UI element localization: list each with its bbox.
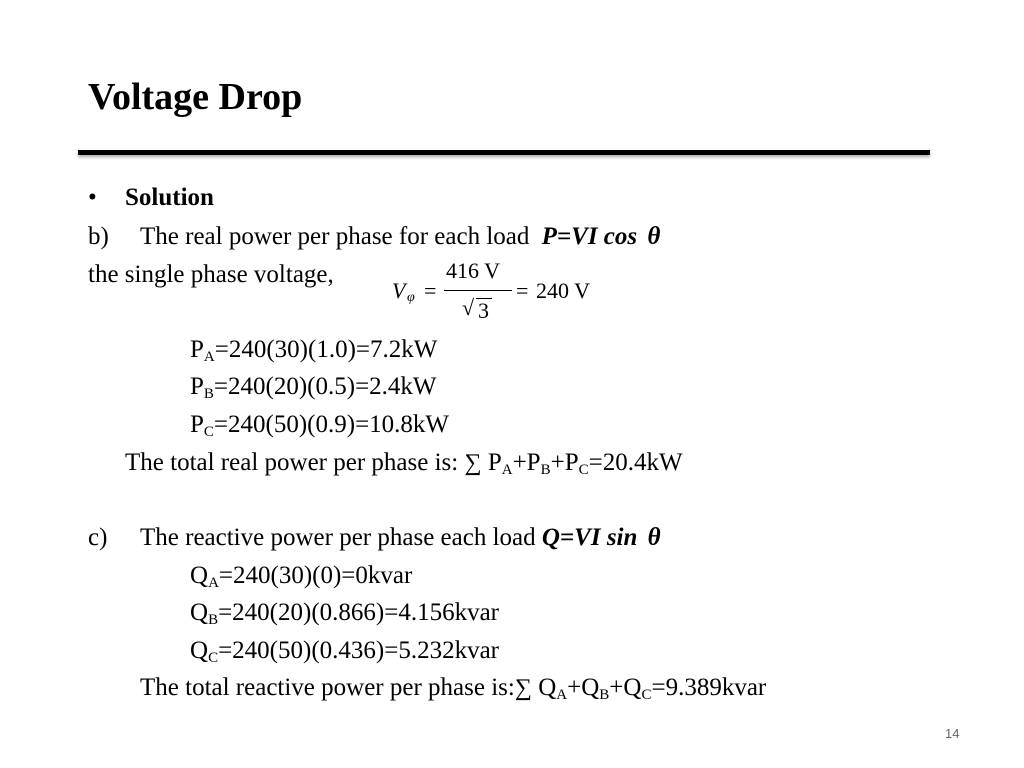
subscript: A (556, 687, 568, 703)
expression: =240(30)(1.0)=7.2kW (214, 336, 438, 363)
expression: =240(50)(0.436)=5.232kvar (218, 637, 499, 664)
phi-subscript: φ (407, 290, 415, 305)
phase-voltage-result: 240 V (536, 278, 590, 303)
subscript: B (599, 687, 610, 703)
numerator: 416 V (446, 258, 500, 283)
sigma-icon: ∑ (464, 450, 482, 476)
real-power-eq-b (190, 372, 437, 402)
title-divider (78, 150, 930, 155)
sqrt-icon: √ (462, 295, 475, 320)
phase-voltage-equation (390, 258, 610, 328)
total-reactive-power (140, 673, 766, 703)
expression: =240(20)(0.866)=4.156kvar (218, 599, 499, 626)
part-c-line (140, 523, 661, 553)
plus: + (512, 449, 527, 476)
symbol-p: P (190, 411, 204, 438)
real-power-formula: P=VI cos (541, 223, 638, 250)
subscript: B (203, 386, 214, 402)
total-real-power (125, 448, 683, 478)
bullet-icon: • (88, 184, 97, 211)
total-real-text: The total real power per phase is: (125, 449, 459, 476)
symbol-p: P (190, 336, 204, 363)
reactive-power-eq-c (190, 636, 499, 666)
real-power-eq-a (190, 335, 437, 365)
page-number: 14 (945, 726, 960, 741)
part-c-label: c) (88, 524, 108, 551)
subscript: A (208, 575, 219, 591)
fraction-bar (444, 290, 512, 291)
expression: =240(30)(0)=0kvar (218, 562, 413, 589)
theta-symbol: θ (647, 223, 661, 250)
reactive-power-eq-b (190, 598, 499, 628)
plus: + (609, 674, 624, 701)
subscript: C (208, 650, 219, 666)
total-reactive-result: =9.389kvar (651, 674, 767, 701)
subscript: A (501, 462, 513, 478)
part-b-label: b) (88, 223, 109, 250)
total-reactive-text: The total reactive power per phase is: (140, 674, 515, 701)
denominator: 3 (478, 298, 489, 323)
part-b-text: The real power per phase for each load (140, 223, 530, 250)
reactive-power-eq-a (190, 561, 412, 591)
symbol-q: Q (623, 674, 642, 701)
slide-title: Voltage Drop (88, 76, 303, 118)
subscript: C (203, 424, 214, 440)
symbol-q: Q (190, 599, 209, 626)
subscript: C (641, 687, 652, 703)
total-real-result: =20.4kW (588, 449, 683, 476)
real-power-eq-c (190, 410, 449, 440)
expression: =240(50)(0.9)=10.8kW (213, 411, 450, 438)
v-symbol: V (392, 278, 406, 303)
solution-heading: Solution (125, 184, 214, 211)
symbol-q: Q (190, 637, 209, 664)
part-b-line (140, 222, 660, 252)
expression: =240(20)(0.5)=2.4kW (213, 373, 437, 400)
symbol-p: P (564, 449, 579, 476)
symbol-q: Q (190, 562, 209, 589)
plus: + (567, 674, 582, 701)
sigma-icon: ∑ (514, 675, 532, 701)
plus: + (550, 449, 565, 476)
subscript: B (208, 612, 219, 628)
symbol-p: P (487, 449, 502, 476)
symbol-p: P (190, 373, 204, 400)
symbol-p: P (526, 449, 541, 476)
part-c-text: The reactive power per phase each load (140, 524, 536, 551)
theta-symbol: θ (647, 524, 661, 551)
reactive-power-formula: Q=VI sin (541, 524, 638, 551)
equals-sign-1: = (424, 278, 437, 303)
equals-sign-2: = (516, 278, 529, 303)
single-phase-text: the single phase voltage, (88, 261, 334, 288)
subscript: A (203, 349, 215, 365)
subscript: B (540, 462, 551, 478)
symbol-q: Q (538, 674, 557, 701)
symbol-q: Q (581, 674, 600, 701)
subscript: C (578, 462, 589, 478)
